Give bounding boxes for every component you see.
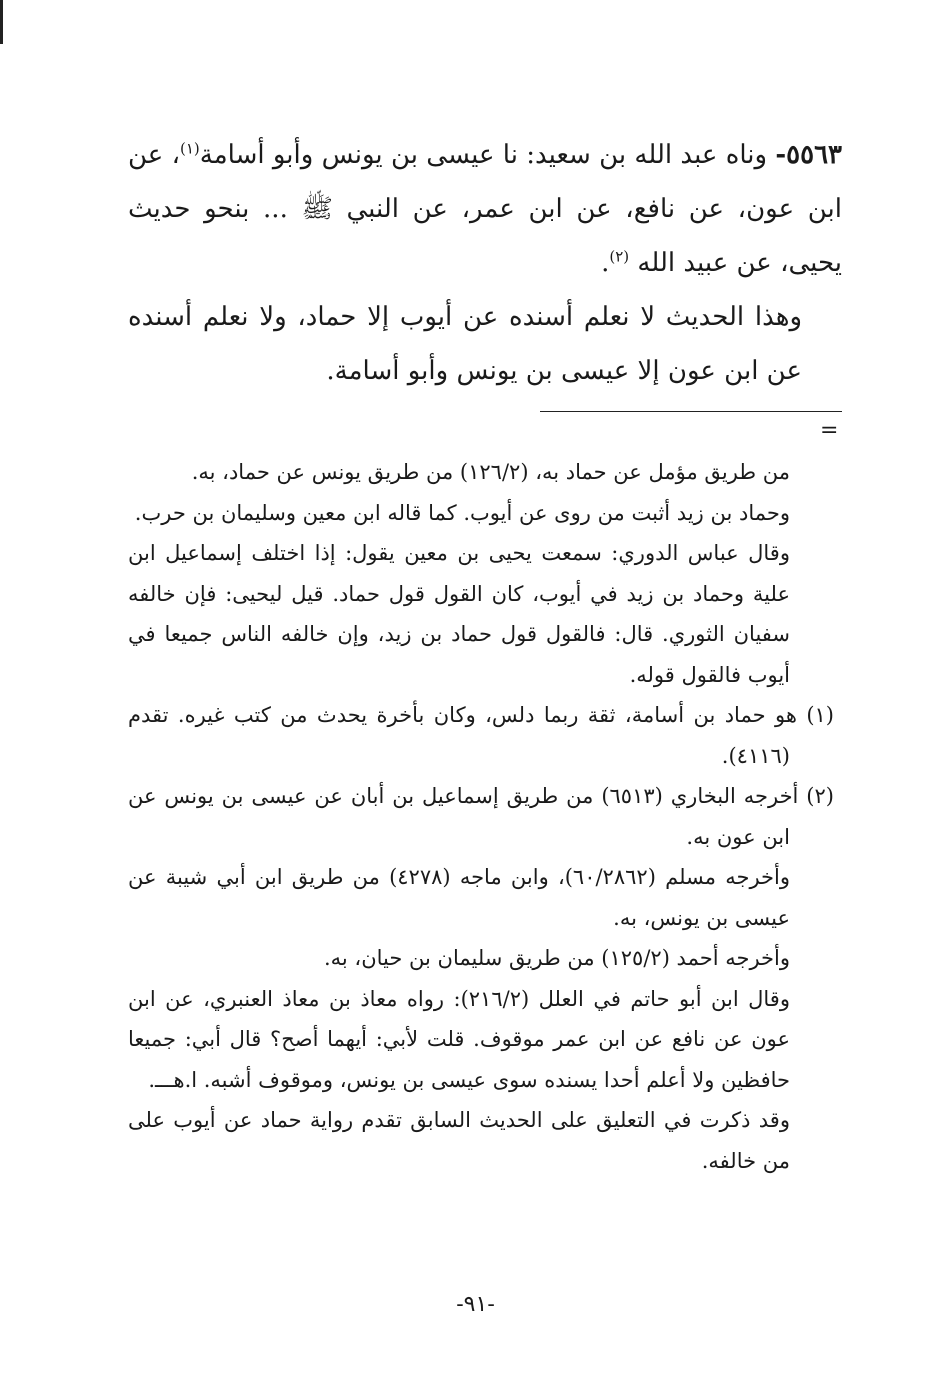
footnote-2-ahmad: وأخرجه أحمد (١٢٥/٢) من طريق سليمان بن حيان، به. (323, 946, 790, 970)
hadith-text-1: وناه عبد الله بن سعيد: نا عيسى بن يونس وأبو أسامة (199, 140, 776, 170)
hadith-text-2: ، عن ابن عون، عن نافع، عن ابن عمر، عن النبي ﷺ ... بنحو حديث يحيى، عن عبيد الله (128, 140, 842, 278)
scan-edge-mark (0, 0, 3, 44)
hadith-paragraph (128, 128, 842, 290)
hadith-text-end: . (601, 248, 610, 278)
continuation-mark: = (820, 418, 839, 443)
footnote-2-muslim: وأخرجه مسلم (٦٠/٢٨٦٢)، وابن ماجه (٤٢٧٨) من طريق ابن أبي شيبة عن عيسى بن يونس، به. (128, 865, 791, 930)
footnotes (128, 452, 842, 1181)
commentary-paragraph: وهذا الحديث لا نعلم أسنده عن أيوب إلا حماد، ولا نعلم أسنده عن ابن عون إلا عيسى بن يونس وأبو أسامة. (128, 302, 802, 386)
main-text (128, 128, 842, 398)
footnote-2: (٢) أخرجه البخاري (٦٥١٣) من طريق إسماعيل بن أبان عن عيسى بن يونس عن ابن عون به. (128, 784, 834, 849)
page-number: -٩١- (456, 1292, 495, 1317)
footnote-2-remark: وقد ذكرت في التعليق على الحديث السابق تقدم رواية حماد عن أيوب على من خالفه. (128, 1108, 790, 1173)
footnote-separator (540, 411, 842, 412)
footnote-continuation-2: وحماد بن زيد أثبت من روى عن أيوب. كما قاله ابن معين وسليمان بن حرب. (134, 500, 790, 525)
footnote-2-ilal: وقال ابن أبو حاتم في العلل (٢١٦/٢): رواه معاذ بن معاذ العنبري، عن ابن عون عن نافع عن ابن عمر موقوف. قلت لأبي: أيهما أصح؟ قال أبي: جميعا حافظين ولا أعلم أحدا يسنده سوى عيسى بن يونس، وموقوف أشبه. ا.هـــ. (128, 986, 790, 1092)
footnote-continuation-1: من طريق مؤمل عن حماد به، (١٢٦/٢) من طريق يونس عن حماد، به. (191, 460, 790, 484)
hadith-number: ٥٥٦٣- (775, 140, 843, 170)
footnote-continuation-3: وقال عباس الدوري: سمعت يحيى بن معين يقول: إذا اختلف إسماعيل ابن علية وحماد بن زيد في أيوب، كان القول قول حماد. قيل ليحيى: فإن خالفه سفيان الثوري. قال: فالقول قول حماد بن زيد، وإن خالفه الناس جميعا في أيوب فالقول قوله. (128, 541, 790, 687)
footnote-1: (١) هو حماد بن أسامة، ثقة ربما دلس، وكان بأخرة يحدث من كتب غيره. تقدم (٤١١٦). (128, 703, 834, 768)
footnote-ref-2[interactable]: (٢) (609, 247, 630, 266)
footnote-ref-1[interactable]: (١) (180, 139, 200, 158)
